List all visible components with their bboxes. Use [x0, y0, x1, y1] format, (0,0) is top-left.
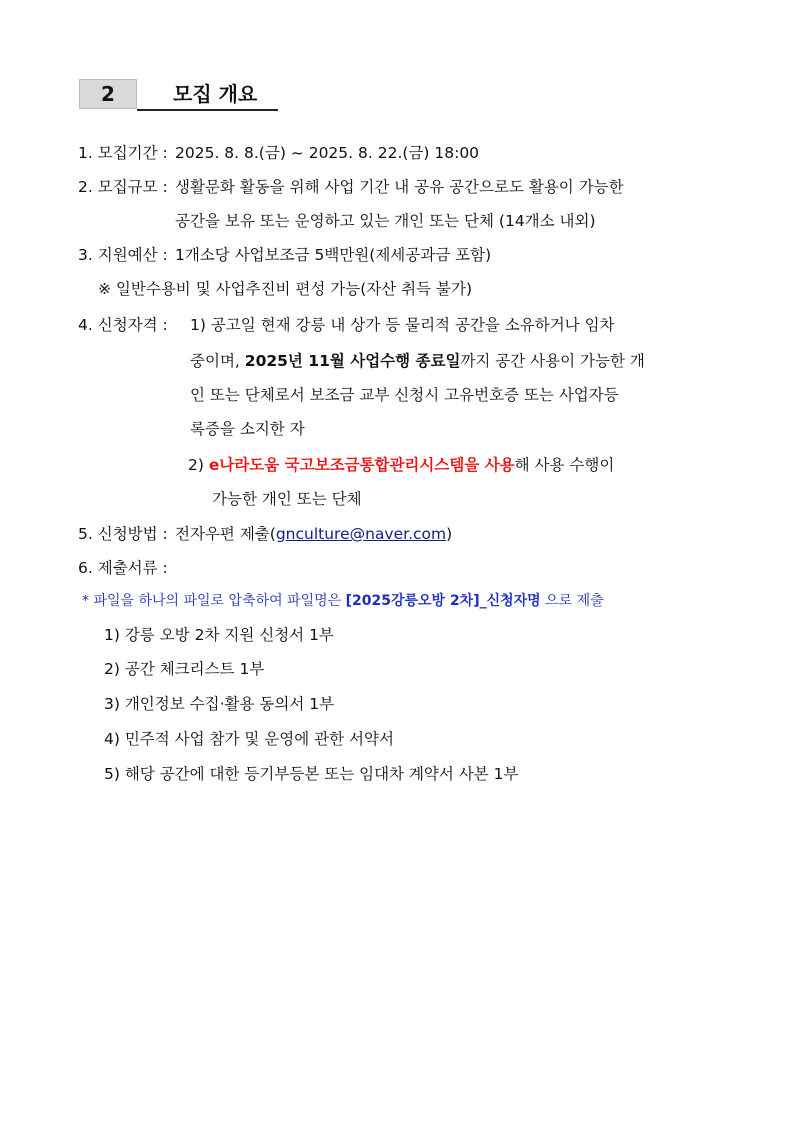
documents-notice-post: 으로 제출 [540, 593, 604, 609]
eligibility-c2-line-1 [188, 454, 614, 476]
eligibility-c2-line-2: 가능한 개인 또는 단체 [212, 490, 362, 508]
method-pre: 전자우편 제출( [175, 525, 276, 543]
document-item: 2) 공간 체크리스트 1부 [104, 660, 265, 678]
eligibility-c2-post: 해 사용 수행이 [514, 456, 615, 474]
document-item: 4) 민주적 사업 참가 및 운영에 관한 서약서 [104, 730, 394, 748]
section-title: 모집 개요 [173, 82, 258, 106]
section-header [79, 79, 278, 112]
eligibility-c1-line-2 [190, 350, 645, 372]
document-item: 1) 강릉 오방 2차 지원 신청서 1부 [104, 626, 334, 644]
budget-value: 1개소당 사업보조금 5백만원(제세공과금 포함) [175, 246, 492, 264]
eligibility-label: 4. 신청자격 : [78, 316, 168, 334]
enara-system-emphasis: e나라도움 국고보조금통합관리시스템을 사용 [208, 456, 515, 474]
scale-label: 2. 모집규모 : [78, 178, 168, 196]
file-name-format: [2025강릉오방 2차]_신청자명 [345, 593, 541, 609]
method-label: 5. 신청방법 : [78, 525, 168, 543]
eligibility-c1-line-2-pre: 중이며, [190, 352, 245, 370]
section-underline [137, 109, 278, 111]
eligibility-c2-number: 2) [188, 456, 209, 474]
eligibility-c1-line-3: 인 또는 단체로서 보조금 교부 신청시 고유번호증 또는 사업자등 [190, 386, 619, 404]
scale-line-1: 생활문화 활동을 위해 사업 기간 내 공유 공간으로도 활용이 가능한 [175, 178, 624, 196]
eligibility-end-date-emphasis: 2025년 11월 사업수행 종료일 [244, 352, 461, 370]
method-value [175, 523, 452, 545]
scale-line-2: 공간을 보유 또는 운영하고 있는 개인 또는 단체 (14개소 내외) [175, 212, 596, 230]
eligibility-c1-line-4: 록증을 소지한 자 [190, 420, 305, 438]
documents-label: 6. 제출서류 : [78, 559, 168, 577]
budget-label: 3. 지원예산 : [78, 246, 168, 264]
documents-notice [82, 590, 604, 612]
eligibility-c1-line-2-post: 까지 공간 사용이 가능한 개 [460, 352, 645, 370]
period-label: 1. 모집기간 : [78, 144, 168, 162]
method-post: ) [446, 525, 453, 543]
document-item: 3) 개인정보 수집·활용 동의서 1부 [104, 695, 335, 713]
email-link[interactable]: gnculture@naver.com [275, 525, 447, 543]
section-number: 2 [79, 79, 137, 109]
document-item: 5) 해당 공간에 대한 등기부등본 또는 임대차 계약서 사본 1부 [104, 765, 519, 783]
period-value: 2025. 8. 8.(금) ~ 2025. 8. 22.(금) 18:00 [175, 144, 480, 162]
eligibility-c1-line-1: 1) 공고일 현재 강릉 내 상가 등 물리적 공간을 소유하거나 임차 [190, 316, 615, 334]
documents-notice-pre: * 파일을 하나의 파일로 압축하여 파일명은 [82, 593, 346, 609]
budget-note: ※ 일반수용비 및 사업추진비 편성 가능(자산 취득 불가) [98, 280, 473, 298]
